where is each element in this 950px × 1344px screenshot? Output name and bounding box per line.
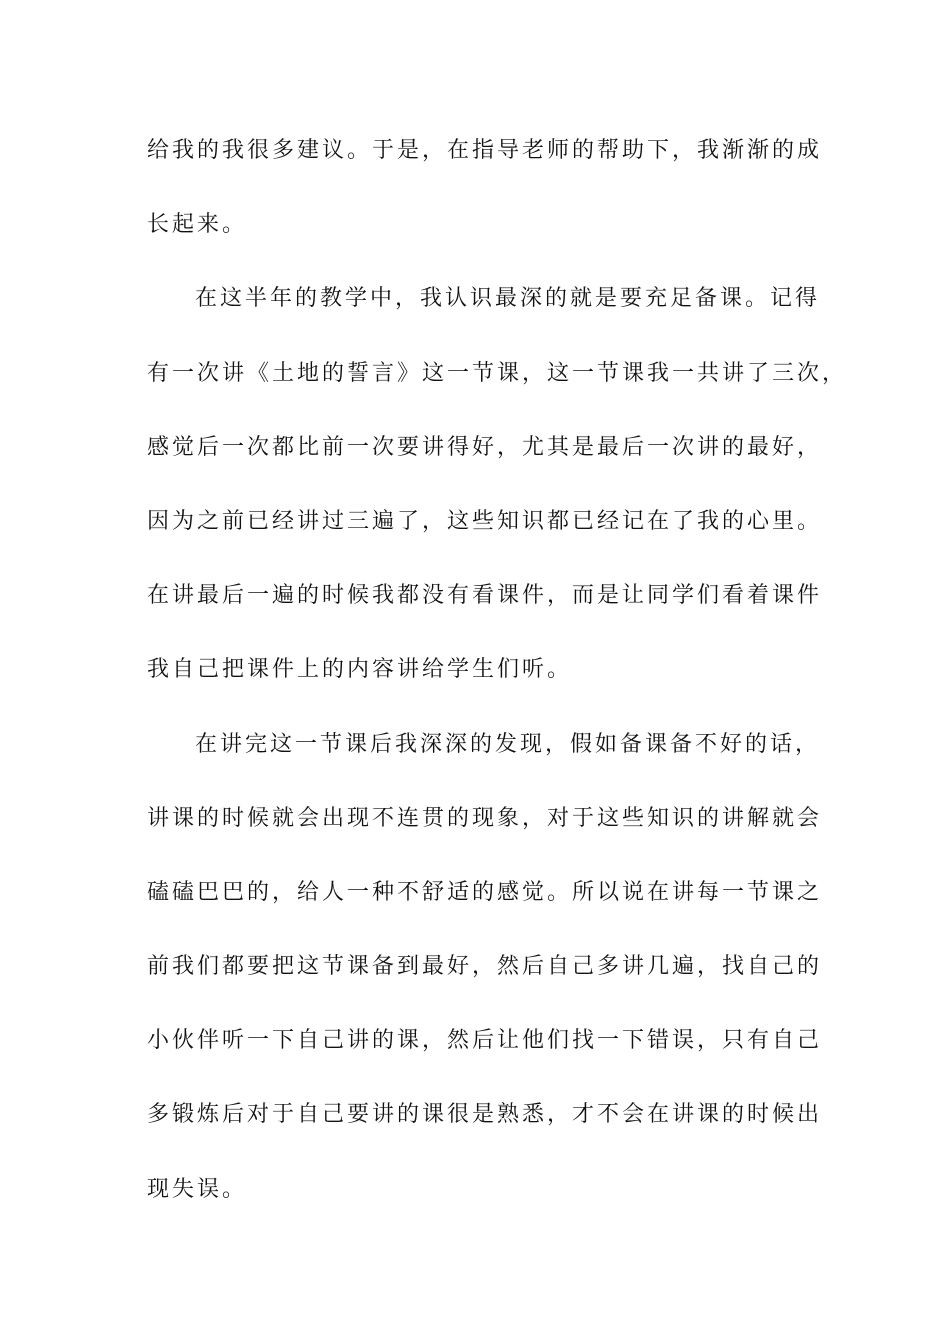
text-line: 长起来。 <box>147 212 248 238</box>
text-line: 磕磕巴巴的，给人一种不舒适的感觉。所以说在讲每一节课之 <box>147 879 823 905</box>
text-line: 感觉后一次都比前一次要讲得好，尤其是最后一次讲的最好， <box>147 434 823 460</box>
text-line: 多锻炼后对于自己要讲的课很是熟悉，才不会在讲课的时候出 <box>147 1102 823 1128</box>
text-line: 我自己把课件上的内容讲给学生们听。 <box>147 657 573 683</box>
text-line: 有一次讲《土地的誓言》这一节课，这一节课我一共讲了三次， <box>147 360 848 386</box>
text-line: 因为之前已经讲过三遍了，这些知识都已经记在了我的心里。 <box>147 508 823 534</box>
text-line: 讲课的时候就会出现不连贯的现象，对于这些知识的讲解就会 <box>147 805 823 831</box>
text-line: 现失误。 <box>147 1176 248 1202</box>
body-text <box>147 129 848 1242</box>
text-line: 在讲最后一遍的时候我都没有看课件，而是让同学们看着课件 <box>147 583 823 609</box>
text-line: 小伙伴听一下自己讲的课，然后让他们找一下错误，只有自己 <box>147 1028 823 1054</box>
text-line: 给我的我很多建议。于是，在指导老师的帮助下，我渐渐的成 <box>147 138 823 163</box>
text-line: 前我们都要把这节课备到最好，然后自己多讲几遍，找自己的 <box>147 954 823 980</box>
paragraph-first-line: 在讲完这一节课后我深深的发现，假如备课备不好的话， <box>195 731 821 757</box>
paragraph-first-line: 在这半年的教学中，我认识最深的就是要充足备课。记得 <box>195 286 821 312</box>
